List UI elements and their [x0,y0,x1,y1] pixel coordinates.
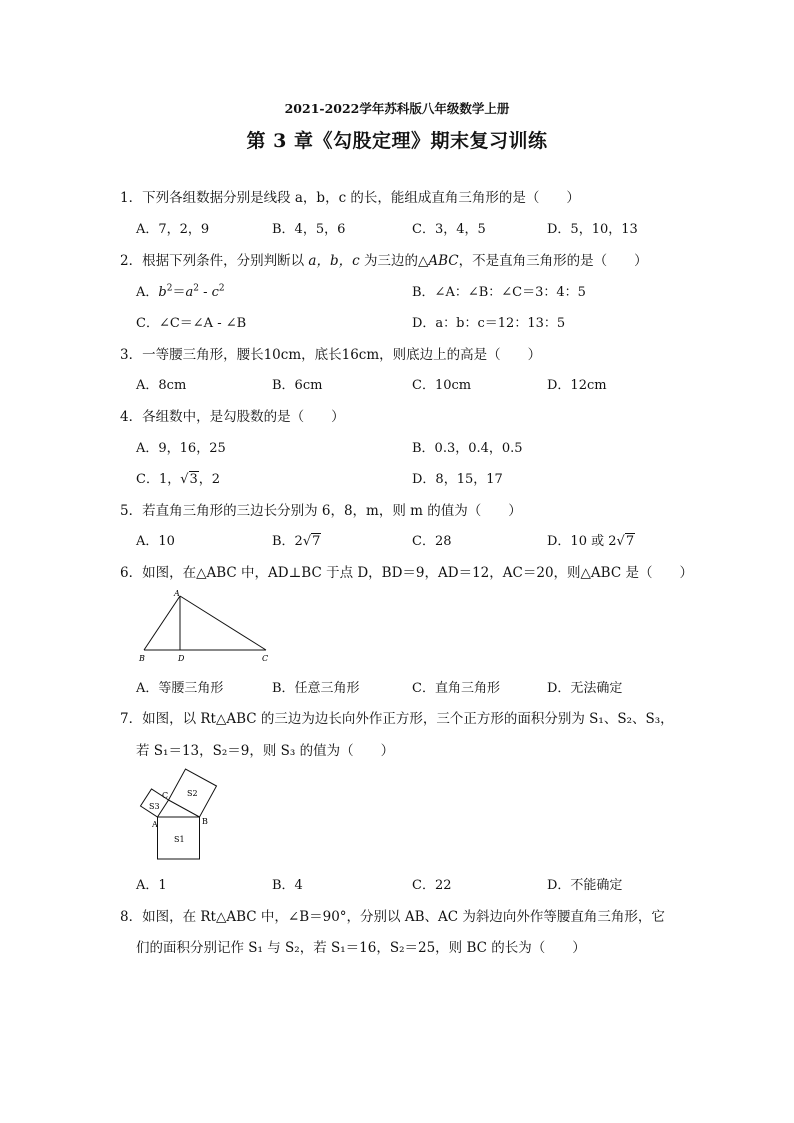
q6-option-a: A．等腰三角形 [136,681,224,696]
question-3-text: 3．一等腰三角形，腰长10cm，底长16cm，则底边上的高是（ ） [120,347,542,363]
q2-option-b: B．∠A：∠B：∠C＝3：4：5 [412,285,586,300]
label-s3: S3 [149,802,160,811]
q5-option-d: D．10 或 2√7 [547,534,635,549]
question-5-text: 5．若直角三角形的三边长分别为 6，8，m，则 m 的值为（ ） [120,503,522,519]
document-title: 第 3 章《勾股定理》期末复习训练 [246,130,548,152]
label-a: A [152,820,158,829]
question-8-line-1: 8．如图，在 Rt△ABC 中，∠B＝90°，分别以 AB、AC 为斜边向外作等腰直角三角形，它 [120,909,665,925]
question-1-text: 1．下列各组数据分别是线段 a，b，c 的长，能组成直角三角形的是（ ） [120,190,580,206]
q6-option-d: D．无法确定 [547,681,623,696]
question-2-text: 2．根据下列条件，分别判断以 a，b，c 为三边的△ABC，不是直角三角形的是（ ） [120,253,648,269]
q5-option-c: C．28 [412,534,452,549]
question-8-line-2: 们的面积分别记作 S₁ 与 S₂，若 S₁＝16，S₂＝25，则 BC 的长为（ ） [136,940,586,956]
q7-option-c: C．22 [412,878,452,893]
q3-option-c: C．10cm [412,378,472,393]
label-a: A [174,589,180,598]
q4-option-c: C．1，√3，2 [136,472,221,487]
label-s2: S2 [187,789,198,798]
label-s1: S1 [174,835,185,844]
question-6-text: 6．如图，在△ABC 中，AD⊥BC 于点 D，BD＝9，AD＝12，AC＝20，则△ABC 是（ ） [120,565,693,581]
question-7-line-2: 若 S₁＝13，S₂＝9，则 S₃ 的值为（ ） [136,743,395,759]
question-7-line-1: 7．如图，以 Rt△ABC 的三边为边长向外作正方形，三个正方形的面积分别为 S₁、S₂、S₃， [120,711,674,727]
label-b: B [202,817,208,826]
side-ac [180,596,266,650]
label-c: C [262,654,269,663]
q7-option-a: A．1 [136,878,167,893]
label-c: C [162,791,169,800]
label-d: D [178,654,185,663]
q1-option-b: B．4，5，6 [272,222,346,237]
q5-option-b: B．2√7 [272,534,321,549]
q3-option-a: A．8cm [136,378,187,393]
document-subtitle: 2021-2022学年苏科版八年级数学上册 [284,101,510,116]
q1-option-d: D．5，10，13 [547,222,638,237]
q6-option-c: C．直角三角形 [412,681,500,696]
q6-triangle-figure [134,586,276,668]
q2-option-a: A．$b^2=a^2 - c^2$ [136,283,225,300]
q7-squares-figure [134,764,224,864]
question-4-text: 4．各组数中，是勾股数的是（ ） [120,409,345,425]
q3-option-d: D．12cm [547,378,607,393]
q4-option-b: B．0.3，0.4，0.5 [412,441,523,456]
q1-option-a: A．7，2，9 [136,222,210,237]
label-b: B [139,654,145,663]
q7-option-d: D．不能确定 [547,878,623,893]
q4-option-a: A．9，16，25 [136,441,226,456]
q5-option-a: A．10 [136,534,175,549]
q1-option-c: C．3，4，5 [412,222,486,237]
q2-option-d: D．a：b：c＝12：13：5 [412,316,566,331]
q2-option-c: C．∠C＝∠A - ∠B [136,316,247,331]
q4-option-d: D．8，15，17 [412,472,503,487]
q7-option-b: B．4 [272,878,303,893]
q6-option-b: B．任意三角形 [272,681,360,696]
side-ab [144,596,180,650]
q3-option-b: B．6cm [272,378,323,393]
